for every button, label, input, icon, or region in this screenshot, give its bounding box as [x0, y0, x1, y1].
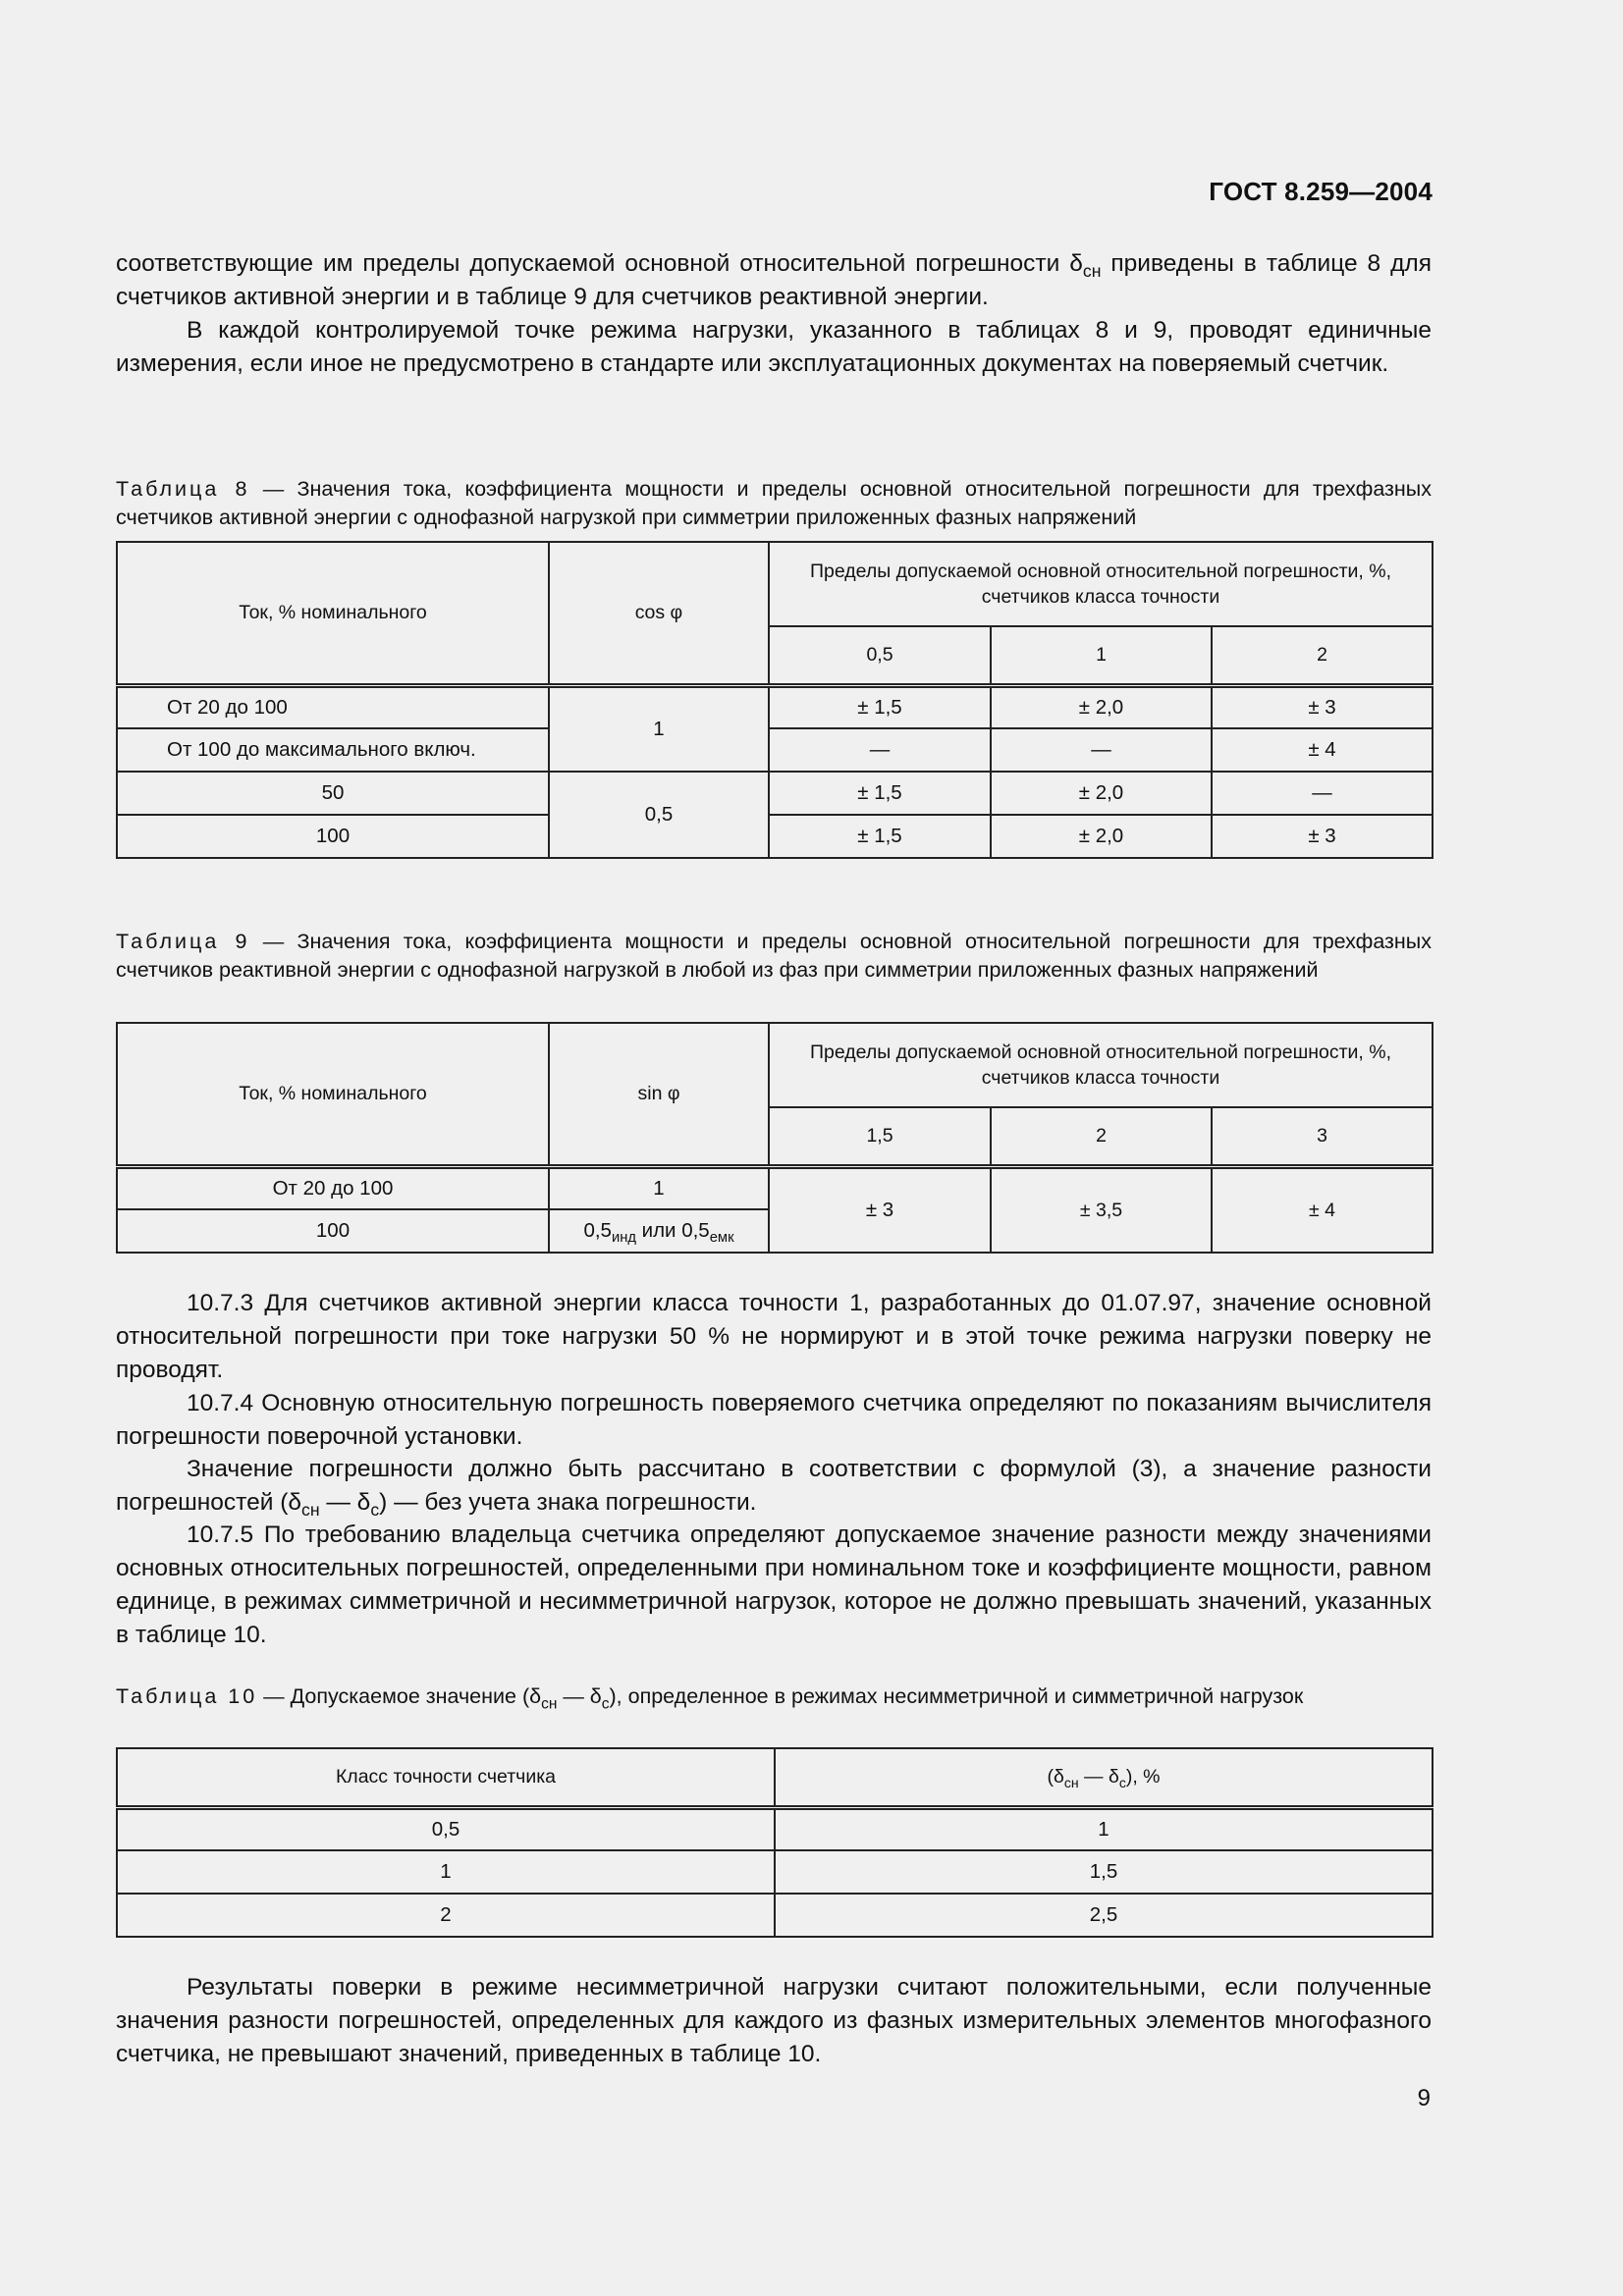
table-row	[117, 772, 1433, 815]
t9-header-class: 2	[991, 1107, 1212, 1166]
t8-cell-current: От 20 до 100	[117, 685, 549, 728]
t10-header-diff: ($\delta_{сн}$ — $\delta_с$), %	[775, 1748, 1433, 1807]
t8-cell-value: ± 4	[1212, 728, 1433, 772]
t8-cell-cos: 0,5	[549, 772, 769, 858]
paragraph-error-value: Значение погрешности должно быть рассчитано в соответствии с формулой (3), а значение разности погрешностей ($\delta_{сн}$ — $\delta_с$) — без учета знака погрешности.	[116, 1456, 1432, 1521]
t9-cell-value: ± 3,5	[991, 1166, 1212, 1253]
t8-header-class: 2	[1212, 626, 1433, 685]
t9-cell-value: ± 4	[1212, 1166, 1433, 1253]
table8-caption: Таблица 8 — Значения тока, коэффициента мощности и пределы основной относительной погрешности для трехфазных счетчиков активной энергии с однофазной нагрузкой при симметрии приложенных фазных напряжений	[116, 477, 1432, 529]
t8-header-limits: Пределы допускаемой основной относительной погрешности, %, счетчиков класса точности	[769, 542, 1433, 626]
t8-cell-value: ± 2,0	[991, 815, 1212, 858]
t10-cell-value: 1,5	[775, 1850, 1433, 1894]
t8-cell-value: —	[1212, 772, 1433, 815]
intro-paragraph-2: В каждой контролируемой точке режима нагрузки, указанного в таблицах 8 и 9, проводят единичные измерения, если иное не предусмотрено в стандарте или эксплуатационных документах на поверяемый счетчик.	[116, 317, 1432, 377]
t8-cell-value: —	[769, 728, 991, 772]
paragraph-10-7-4: 10.7.4 Основную относительную погрешность поверяемого счетчика определяют по показаниям вычислителя погрешности поверочной установки.	[116, 1390, 1432, 1450]
t8-header-class: 0,5	[769, 626, 991, 685]
t8-cell-value: ± 1,5	[769, 815, 991, 858]
t10-cell-class: 0,5	[117, 1807, 775, 1850]
final-paragraph: Результаты поверки в режиме несимметричной нагрузки считают положительными, если полученные значения разности погрешностей, определенных для каждого из фазных измерительных элементов многофазного счетчика, не превышают значений, приведенных в таблице 10.	[116, 1974, 1432, 2067]
page-number: 9	[1417, 2085, 1431, 2111]
table10-caption: Таблица 10 — Допускаемое значение ($\delta_{сн}$ — $\delta_с$), определенное в режимах несимметричной и симметричной нагрузок	[116, 1684, 1304, 1713]
t9-header-class: 3	[1212, 1107, 1433, 1166]
t10-header-class: Класс точности счетчика	[117, 1748, 775, 1807]
paragraph-10-7-5: 10.7.5 По требованию владельца счетчика определяют допускаемое значение разности между значениями основных относительных погрешностей, определенными при номинальном токе и коэффициенте мощности, равном единице, в режимах симметричной и несимметричной нагрузок, которое не должно превышать значений, указанных в таблице 10.	[116, 1522, 1432, 1648]
t9-cell-current: 100	[117, 1209, 549, 1253]
t8-cell-value: —	[991, 728, 1212, 772]
t9-cell-sin: $0,5_{инд}$ или $0,5_{емк}$	[549, 1209, 769, 1253]
t8-cell-value: ± 1,5	[769, 772, 991, 815]
intro-paragraph-1: соответствующие им пределы допускаемой основной относительной погрешности $\delta_{сн}$ приведены в таблице 8 для счетчиков активной энергии и в таблице 9 для счетчиков реактивной энергии.	[116, 250, 1432, 310]
t8-cell-current: 50	[117, 772, 549, 815]
t8-cell-value: ± 3	[1212, 685, 1433, 728]
t9-header-limits: Пределы допускаемой основной относительной погрешности, %, счетчиков класса точности	[769, 1023, 1433, 1107]
t9-cell-value: ± 3	[769, 1166, 991, 1253]
table-10	[116, 1747, 1434, 1938]
t10-cell-class: 2	[117, 1894, 775, 1937]
t10-cell-value: 1	[775, 1807, 1433, 1850]
table-row	[117, 815, 1433, 858]
table-row	[117, 1850, 1433, 1894]
t8-cell-value: ± 2,0	[991, 685, 1212, 728]
t9-header-class: 1,5	[769, 1107, 991, 1166]
t8-cell-current: От 100 до максимального включ.	[117, 728, 549, 772]
t8-cell-current: 100	[117, 815, 549, 858]
table-row	[117, 1807, 1433, 1850]
t9-header-sin: sin φ	[549, 1023, 769, 1166]
table-row	[117, 728, 1433, 772]
table9-caption: Таблица 9 — Значения тока, коэффициента мощности и пределы основной относительной погрешности для трехфазных счетчиков реактивной энергии с однофазной нагрузкой в любой из фаз при симметрии приложенных фазных напряжений	[116, 930, 1432, 982]
t8-header-current: Ток, % номинального	[117, 542, 549, 685]
t9-cell-sin: 1	[549, 1166, 769, 1209]
table-9	[116, 1022, 1434, 1254]
t10-cell-class: 1	[117, 1850, 775, 1894]
table-8	[116, 541, 1434, 859]
t9-header-current: Ток, % номинального	[117, 1023, 549, 1166]
t8-header-cos: cos φ	[549, 542, 769, 685]
paragraph-10-7-3: 10.7.3 Для счетчиков активной энергии класса точности 1, разработанных до 01.07.97, значение основной относительной погрешности при токе нагрузки 50 % не нормируют и в этой точке режима нагрузки поверку не проводят.	[116, 1290, 1432, 1383]
document-header: ГОСТ 8.259—2004	[1209, 177, 1433, 206]
t8-header-class: 1	[991, 626, 1212, 685]
table-row	[117, 685, 1433, 728]
table-row	[117, 1166, 1433, 1209]
t8-cell-value: ± 3	[1212, 815, 1433, 858]
table-row	[117, 1894, 1433, 1937]
t8-cell-value: ± 1,5	[769, 685, 991, 728]
t8-cell-cos: 1	[549, 685, 769, 772]
t9-cell-current: От 20 до 100	[117, 1166, 549, 1209]
t8-cell-value: ± 2,0	[991, 772, 1212, 815]
t10-cell-value: 2,5	[775, 1894, 1433, 1937]
